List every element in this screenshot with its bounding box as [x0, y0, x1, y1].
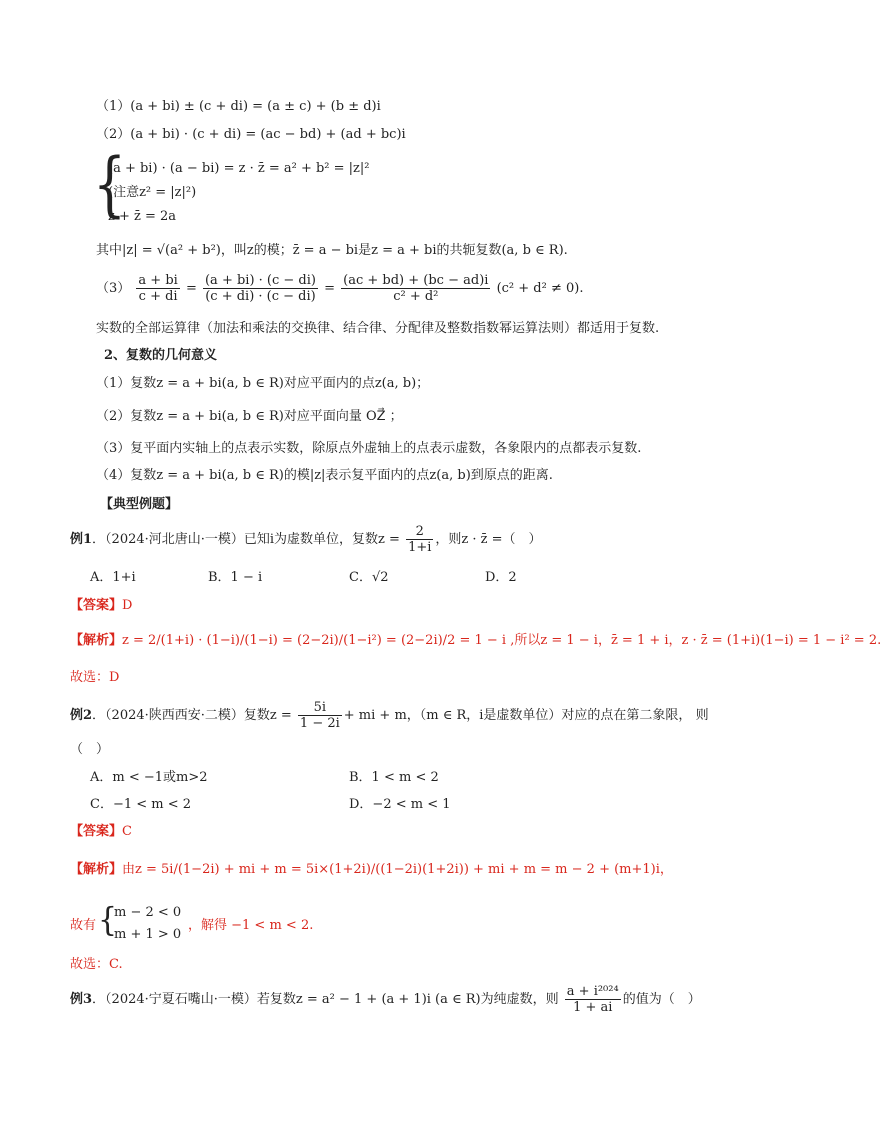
example-2-option-b: B．1 < m < 2 [349, 770, 439, 785]
fraction: $\frac{(a + bi) \cdot (c - di)}{(c + di) \cdot (c - di)}$ [204, 273, 316, 304]
question-text: ．（2024·河北唐山·一模）已知i为虚数单位，复数z = [92, 532, 400, 547]
example-1-answer: 【答案】D [70, 598, 133, 613]
brace-left: { [98, 900, 118, 940]
section-title: 2、复数的几何意义 [104, 348, 218, 363]
example-1-option-d: D．2 [485, 570, 517, 585]
example-2-system: 故有 [70, 918, 97, 933]
geometric-item-3: （3）复平面内实轴上的点表示实数，除原点外虚轴上的点表示虚数，各象限内的点都表示复数. [96, 441, 642, 456]
geometric-item-2: （2）复数z = a + bi(a, b ∈ R)对应平面向量 OZ⃗ ； [96, 409, 403, 424]
example-2-option-a: A．m < −1或m>2 [90, 770, 208, 785]
example-2-option-c: C．−1 < m < 2 [90, 797, 192, 812]
examples-title: 【典型例题】 [100, 497, 179, 512]
question-text: ．（2024·陕西西安·二模）复数z = [92, 708, 292, 723]
example-label: 例2 [70, 708, 93, 723]
question-text: + mi + m，（m ∈ R，i是虚数单位）对应的点在第二象限， 则 [343, 708, 709, 723]
question-text: ，则z · z̄ =（ ） [435, 532, 542, 547]
formula-div-prefix: （3） [96, 281, 131, 296]
system-line-1: (a + bi) · (a − bi) = z · z̄ = a² + b² = |z|² [108, 161, 370, 176]
example-2-analysis: 【解析】由z = 5i/(1−2i) + mi + m = 5i×(1+2i)/((1−2i)(1+2i)) + mi + m = m − 2 + (m+1)i， [70, 862, 673, 877]
example-2-question [70, 699, 709, 733]
example-1-conclusion: 故选：D [70, 670, 120, 685]
example-1-option-b: B．1 − i [208, 570, 263, 585]
example-2-option-d: D．−2 < m < 1 [349, 797, 451, 812]
fraction: $\frac{\text{a + i²⁰²⁴}}{1 + ai}$ [566, 984, 619, 1015]
example-1-option-a: A．1+i [90, 570, 136, 585]
example-label: 例1 [70, 532, 93, 547]
question-text: ．（2024·宁夏石嘴山·一模）若复数z = a² − 1 + (a + 1)i (a ∈ R)为纯虚数，则 [92, 992, 559, 1007]
modulus-definition: 其中|z| = √(a² + b²)，叫z的模；z̄ = a − bi是z = a + bi的共轭复数(a, b ∈ R). [96, 243, 568, 258]
geometric-item-4: （4）复数z = a + bi(a, b ∈ R)的模|z|表示复平面内的点z(a, b)到原点的距离. [96, 468, 553, 483]
system-inequality-1: m − 2 < 0 [114, 905, 182, 920]
example-2-conclusion: 故选：C. [70, 957, 123, 972]
system-line-2: (注意z² = |z|²) [108, 185, 197, 200]
brace-left: { [93, 144, 127, 226]
system-solution: ，解得 −1 < m < 2. [188, 918, 314, 933]
example-1-option-c: C．√2 [349, 570, 389, 585]
system-inequality-2: m + 1 > 0 [114, 927, 182, 942]
formula-add: （1）(a + bi) ± (c + di) = (a ± c) + (b ± d)i [96, 99, 381, 114]
fraction: $\frac{a + bi}{c + di}$ [138, 273, 178, 304]
formula-mul: （2）(a + bi) · (c + di) = (ac − bd) + (ad + bc)i [96, 127, 406, 142]
example-label: 例3 [70, 992, 93, 1007]
example-2-paren: （ ） [70, 742, 110, 757]
example-3-question [70, 983, 701, 1017]
formula-div: （3） $\frac{a + bi}{c + di}$ = $\frac{(a + bi) \cdot (c - di)}{(c + di) \cdot (c - di)}$ = $\frac{(ac + bd) + (bc - ad)i}{\text{c² + d²}}$ (c² + d² ≠ 0). [96, 273, 584, 304]
fraction: $\frac{5i}{1 - 2i}$ [299, 700, 340, 731]
formula-div-condition: (c² + d² ≠ 0). [496, 281, 584, 296]
example-1-question [70, 523, 542, 557]
geometric-item-1: （1）复数z = a + bi(a, b ∈ R)对应平面内的点z(a, b)； [96, 376, 430, 391]
fraction: $\frac{(ac + bd) + (bc - ad)i}{\text{c² + d²}}$ [343, 273, 489, 304]
fraction: $\frac{2}{1+i}$ [408, 524, 432, 555]
operation-laws: 实数的全部运算律（加法和乘法的交换律、结合律、分配律及整数指数幂运算法则）都适用于复数. [96, 321, 660, 336]
system-line-3: z + z̄ = 2a [108, 209, 177, 224]
question-text: 的值为（ ） [622, 992, 701, 1007]
example-2-answer: 【答案】C [70, 824, 132, 839]
example-1-analysis: 【解析】z = 2/(1+i) · (1−i)/(1−i) = (2−2i)/(1−i²) = (2−2i)/2 = 1 − i ,所以z = 1 − i，z̄ = 1 + i，z · z̄ = (1+i)(1−i) = 1 − i² = 2. [70, 633, 881, 648]
